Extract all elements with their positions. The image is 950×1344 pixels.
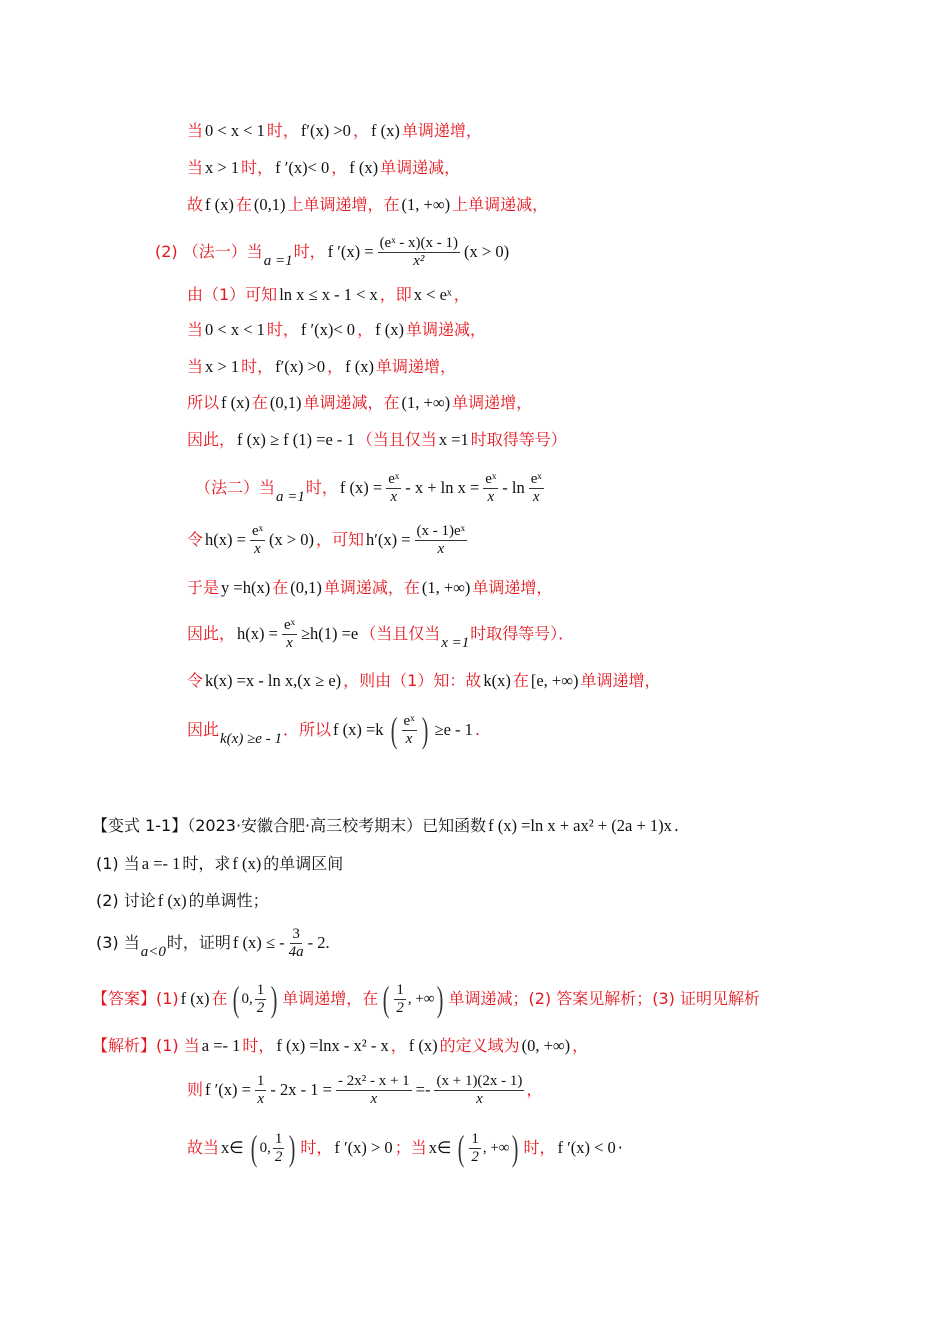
text-line bbox=[187, 430, 567, 450]
fraction bbox=[250, 523, 265, 557]
red-text: 单调递减，在 bbox=[323, 578, 420, 598]
parenthesized-fraction bbox=[455, 1130, 521, 1166]
math-expression: (0,1) bbox=[269, 393, 302, 413]
text-line bbox=[187, 320, 486, 340]
math-expression: f (x) bbox=[345, 357, 374, 377]
fraction bbox=[402, 713, 417, 747]
math-expression: f (x) bbox=[408, 1036, 438, 1056]
red-text: 时， bbox=[293, 242, 326, 262]
numerator: eˣ bbox=[283, 617, 295, 633]
red-text: 于是 bbox=[187, 578, 220, 598]
parenthesized-fraction bbox=[230, 981, 281, 1017]
body-text: 时，求 bbox=[182, 854, 231, 874]
red-text: 当 bbox=[187, 158, 204, 178]
fraction bbox=[282, 617, 297, 651]
body-text: (1) 当 bbox=[96, 854, 140, 874]
red-text: ， bbox=[453, 285, 470, 305]
fraction bbox=[289, 926, 304, 960]
red-text: 【解析】(1) 当 bbox=[92, 1036, 200, 1056]
math-expression: 0 < x < 1 bbox=[205, 320, 265, 340]
math-expression: - x + ln x = bbox=[405, 478, 480, 498]
math-expression: - 2x - 1 = bbox=[270, 1080, 332, 1100]
denominator: x bbox=[437, 540, 445, 557]
body-text: 的单调性； bbox=[188, 891, 269, 911]
denominator: 2 bbox=[274, 1148, 283, 1165]
body-text: (2) 讨论 bbox=[96, 891, 156, 911]
red-text: 在 bbox=[512, 671, 529, 691]
red-text: ， bbox=[526, 1080, 543, 1100]
fraction bbox=[255, 982, 267, 1016]
denominator: 2 bbox=[256, 999, 265, 1016]
math-expression: a =- 1 bbox=[201, 1036, 241, 1056]
red-text: 单调递增， bbox=[401, 121, 482, 141]
numerator: 1 bbox=[256, 982, 265, 998]
fraction bbox=[378, 235, 460, 269]
math-expression: f′(x) >0 bbox=[300, 121, 351, 141]
math-expression: x =1 bbox=[438, 430, 469, 450]
text-line bbox=[92, 1036, 588, 1056]
red-text: 当 bbox=[187, 320, 204, 340]
red-text: 因此， bbox=[187, 624, 236, 644]
math-expression: (x > 0) bbox=[268, 530, 314, 550]
math-expression: f (x) bbox=[221, 393, 250, 413]
fraction bbox=[415, 523, 467, 557]
red-text: 在 bbox=[272, 578, 289, 598]
text-line bbox=[187, 121, 482, 141]
math-expression: (0,1) bbox=[253, 195, 286, 215]
math-subscript: a =1 bbox=[276, 489, 305, 505]
math-expression: h(x) = bbox=[237, 624, 278, 644]
red-text: 令 bbox=[187, 671, 204, 691]
math-subscript: x =1 bbox=[441, 635, 470, 651]
red-text: 上单调递增，在 bbox=[287, 195, 400, 215]
body-text: · bbox=[617, 1138, 623, 1158]
red-text: （法二）当 bbox=[195, 478, 276, 498]
numerator: 1 bbox=[256, 1073, 265, 1089]
math-expression: f′(x) >0 bbox=[275, 357, 326, 377]
red-text: 时， bbox=[266, 320, 299, 340]
denominator: x bbox=[405, 730, 413, 747]
red-text: 单调递增， bbox=[472, 578, 553, 598]
math-expression: f (x) bbox=[349, 158, 379, 178]
numerator: 3 bbox=[292, 926, 300, 942]
red-text: 单调递增， bbox=[376, 357, 457, 377]
math-expression: f (x) bbox=[375, 320, 404, 340]
interval-end: , +∞ bbox=[482, 1140, 510, 1156]
math-expression: f (x) =ln x + ax² + (2a + 1)x bbox=[488, 816, 672, 836]
right-paren: ) bbox=[437, 979, 444, 1019]
text-line bbox=[187, 158, 460, 178]
math-expression: f (x) =k bbox=[332, 720, 384, 740]
text-line bbox=[187, 617, 574, 651]
math-expression: (x > 0) bbox=[464, 242, 510, 262]
red-text: 在 bbox=[211, 989, 228, 1009]
math-expression: f ′(x) > 0 bbox=[334, 1138, 393, 1158]
red-text: 【答案】(1) bbox=[92, 989, 179, 1009]
math-subscript: a =1 bbox=[263, 253, 293, 269]
denominator: x bbox=[257, 1090, 264, 1107]
red-text: 单调递减，在 bbox=[303, 393, 400, 413]
text-line bbox=[187, 671, 661, 691]
parenthesized-fraction bbox=[380, 981, 446, 1017]
red-text: 时， bbox=[242, 1036, 275, 1056]
math-expression: =- bbox=[415, 1080, 431, 1100]
red-text: 时取得等号） bbox=[470, 430, 567, 450]
red-text: 单调递减， bbox=[405, 320, 486, 340]
right-paren: ) bbox=[421, 710, 428, 750]
fraction bbox=[529, 471, 544, 505]
red-text: 当 bbox=[187, 357, 204, 377]
body-text: . bbox=[673, 816, 679, 836]
text-line bbox=[96, 926, 332, 960]
red-text: 因此， bbox=[187, 430, 236, 450]
denominator: 2 bbox=[471, 1148, 479, 1165]
numerator: (x - 1)eˣ bbox=[416, 523, 466, 539]
red-text: 单调递增，在 bbox=[282, 989, 379, 1009]
body-text: 时，证明 bbox=[166, 933, 231, 953]
fraction bbox=[483, 471, 498, 505]
right-paren: ) bbox=[270, 979, 278, 1019]
math-expression: ≥e - 1 bbox=[434, 720, 473, 740]
right-paren: ) bbox=[512, 1128, 519, 1168]
left-paren: ( bbox=[250, 1128, 257, 1168]
numerator: eˣ bbox=[251, 523, 263, 539]
math-expression: f ′(x) = bbox=[327, 242, 374, 262]
red-text: ，可知 bbox=[315, 530, 364, 550]
red-text: 故当 bbox=[187, 1138, 220, 1158]
red-text: 单调递增， bbox=[580, 671, 661, 691]
denominator: x bbox=[532, 488, 540, 505]
red-text: 故 bbox=[187, 195, 204, 215]
left-paren: ( bbox=[232, 979, 239, 1019]
fraction bbox=[386, 471, 401, 505]
math-expression: h′(x) = bbox=[366, 530, 411, 550]
text-line bbox=[187, 393, 532, 413]
math-expression: (0,1) bbox=[290, 578, 322, 598]
interval-end: , +∞ bbox=[407, 991, 435, 1007]
red-text: ， bbox=[390, 1036, 407, 1056]
denominator: x bbox=[476, 1090, 483, 1107]
numerator: - 2x² - x + 1 bbox=[337, 1073, 410, 1089]
math-expression: f (x) = bbox=[339, 478, 383, 498]
red-text: ，即 bbox=[379, 285, 412, 305]
text-line bbox=[187, 357, 456, 377]
numerator: 1 bbox=[396, 982, 404, 998]
red-text: ， bbox=[572, 1036, 589, 1056]
math-expression: f (x) bbox=[370, 121, 400, 141]
red-text: 则 bbox=[187, 1080, 204, 1100]
left-paren: ( bbox=[383, 979, 390, 1019]
denominator: x bbox=[390, 488, 398, 505]
numerator: eˣ bbox=[388, 471, 400, 487]
red-text: 单调递增， bbox=[452, 393, 533, 413]
fraction bbox=[394, 982, 406, 1016]
fraction bbox=[255, 1073, 267, 1107]
math-subscript: k(x) ≥e - 1 bbox=[220, 731, 282, 747]
math-expression: f ′(x)< 0 bbox=[300, 320, 356, 340]
math-expression: f (x) ≤ - bbox=[232, 933, 285, 953]
red-text: ， bbox=[327, 357, 344, 377]
denominator: x² bbox=[413, 252, 425, 269]
math-expression: x∈ bbox=[221, 1138, 244, 1158]
interval-start: 0, bbox=[259, 1140, 271, 1156]
math-expression: ≥h(1) =e bbox=[300, 624, 359, 644]
red-text: 由（1）可知 bbox=[187, 285, 278, 305]
text-line bbox=[92, 816, 679, 836]
denominator: 2 bbox=[396, 999, 404, 1016]
math-expression: h(x) = bbox=[205, 530, 246, 550]
red-text: 上单调递减， bbox=[452, 195, 549, 215]
interval-start: 0, bbox=[241, 991, 253, 1007]
math-expression: a =- 1 bbox=[141, 854, 181, 874]
math-expression: x > 1 bbox=[205, 357, 240, 377]
numerator: eˣ bbox=[530, 471, 542, 487]
math-expression: f (x) bbox=[232, 854, 262, 874]
text-line bbox=[187, 285, 470, 305]
red-text: 令 bbox=[187, 530, 204, 550]
red-text: ；当 bbox=[394, 1138, 427, 1158]
body-text: (3) 当 bbox=[96, 933, 140, 953]
numerator: (eˣ - x)(x - 1) bbox=[379, 235, 459, 251]
red-text: 当 bbox=[187, 121, 204, 141]
parenthesized-fraction bbox=[248, 1130, 299, 1166]
math-expression: f (x) bbox=[205, 195, 234, 215]
math-expression: f ′(x) < 0 bbox=[557, 1138, 616, 1158]
left-paren: ( bbox=[458, 1128, 465, 1168]
red-text: 在 bbox=[235, 195, 252, 215]
math-expression: x∈ bbox=[428, 1138, 452, 1158]
text-line bbox=[92, 981, 760, 1017]
math-expression: f (x) ≥ f (1) =e - 1 bbox=[237, 430, 355, 450]
text-line bbox=[96, 854, 343, 874]
red-text: 单调递减， bbox=[380, 158, 461, 178]
red-text: 时， bbox=[241, 357, 274, 377]
numerator: (x + 1)(2x - 1) bbox=[436, 1073, 523, 1089]
math-expression: x < eˣ bbox=[413, 285, 452, 305]
numerator: eˣ bbox=[485, 471, 497, 487]
text-line bbox=[187, 578, 552, 598]
body-text: 的单调区间 bbox=[263, 854, 344, 874]
red-text: 时， bbox=[241, 158, 274, 178]
red-text: ， bbox=[352, 121, 369, 141]
red-text: . bbox=[474, 720, 480, 740]
text-line bbox=[155, 235, 511, 269]
text-line bbox=[187, 1130, 623, 1166]
math-expression: - 2. bbox=[307, 933, 330, 953]
fraction bbox=[273, 1131, 285, 1165]
red-text: ．所以 bbox=[282, 720, 331, 740]
math-expression: 0 < x < 1 bbox=[205, 121, 265, 141]
math-expression: ln x ≤ x - 1 < x bbox=[279, 285, 378, 305]
math-expression: (1, +∞) bbox=[421, 578, 471, 598]
math-expression: y =h(x) bbox=[221, 578, 271, 598]
math-expression: k(x) =x - ln x,(x ≥ e) bbox=[205, 671, 342, 691]
denominator: x bbox=[254, 540, 261, 557]
red-text: 所以 bbox=[187, 393, 220, 413]
text-line bbox=[195, 471, 546, 505]
red-text: 单调递减；(2) 答案见解析；(3) 证明见解析 bbox=[448, 989, 760, 1009]
red-text: 因此 bbox=[187, 720, 220, 740]
math-expression: (0, +∞) bbox=[521, 1036, 571, 1056]
denominator: x bbox=[487, 488, 495, 505]
red-text: 时， bbox=[300, 1138, 333, 1158]
math-expression: - ln bbox=[502, 478, 525, 498]
red-text: 的定义域为 bbox=[439, 1036, 520, 1056]
math-expression: f (x) bbox=[157, 891, 187, 911]
math-expression: [e, +∞) bbox=[530, 671, 579, 691]
denominator: x bbox=[370, 1090, 378, 1107]
math-expression: f (x) bbox=[180, 989, 210, 1009]
red-text: （当且仅当 bbox=[356, 430, 437, 450]
body-text: 【变式 1-1】（2023·安徽合肥·高三校考期末）已知函数 bbox=[92, 816, 487, 836]
math-subscript: a<0 bbox=[140, 944, 166, 960]
math-expression: f ′(x) = bbox=[205, 1080, 251, 1100]
math-expression: x > 1 bbox=[205, 158, 240, 178]
denominator: 4a bbox=[288, 943, 304, 960]
parenthesized-fraction bbox=[388, 712, 431, 748]
fraction bbox=[434, 1073, 524, 1107]
numerator: 1 bbox=[274, 1131, 283, 1147]
text-line bbox=[187, 1073, 542, 1107]
red-text: 时， bbox=[305, 478, 338, 498]
red-text: 时， bbox=[266, 121, 299, 141]
red-text: 时取得等号）． bbox=[470, 624, 575, 644]
math-expression: f (x) =lnx - x² - x bbox=[276, 1036, 389, 1056]
denominator: x bbox=[286, 634, 293, 651]
text-line bbox=[187, 195, 548, 215]
math-expression: (1, +∞) bbox=[401, 393, 451, 413]
red-text: ， bbox=[357, 320, 374, 340]
math-expression: f ′(x)< 0 bbox=[275, 158, 330, 178]
numerator: eˣ bbox=[403, 713, 415, 729]
text-line bbox=[96, 891, 269, 911]
text-line bbox=[187, 712, 480, 748]
left-paren: ( bbox=[390, 710, 397, 750]
fraction bbox=[336, 1073, 412, 1107]
math-expression: (1, +∞) bbox=[401, 195, 451, 215]
fraction bbox=[469, 1131, 481, 1165]
red-text: 时， bbox=[523, 1138, 556, 1158]
red-text: (2) （法一）当 bbox=[155, 242, 263, 262]
text-line bbox=[187, 523, 469, 557]
red-text: 在 bbox=[251, 393, 268, 413]
red-text: ，则由（1）知：故 bbox=[343, 671, 482, 691]
math-expression: k(x) bbox=[483, 671, 511, 691]
right-paren: ) bbox=[289, 1128, 296, 1168]
red-text: （当且仅当 bbox=[360, 624, 441, 644]
red-text: ， bbox=[331, 158, 348, 178]
numerator: 1 bbox=[471, 1131, 479, 1147]
